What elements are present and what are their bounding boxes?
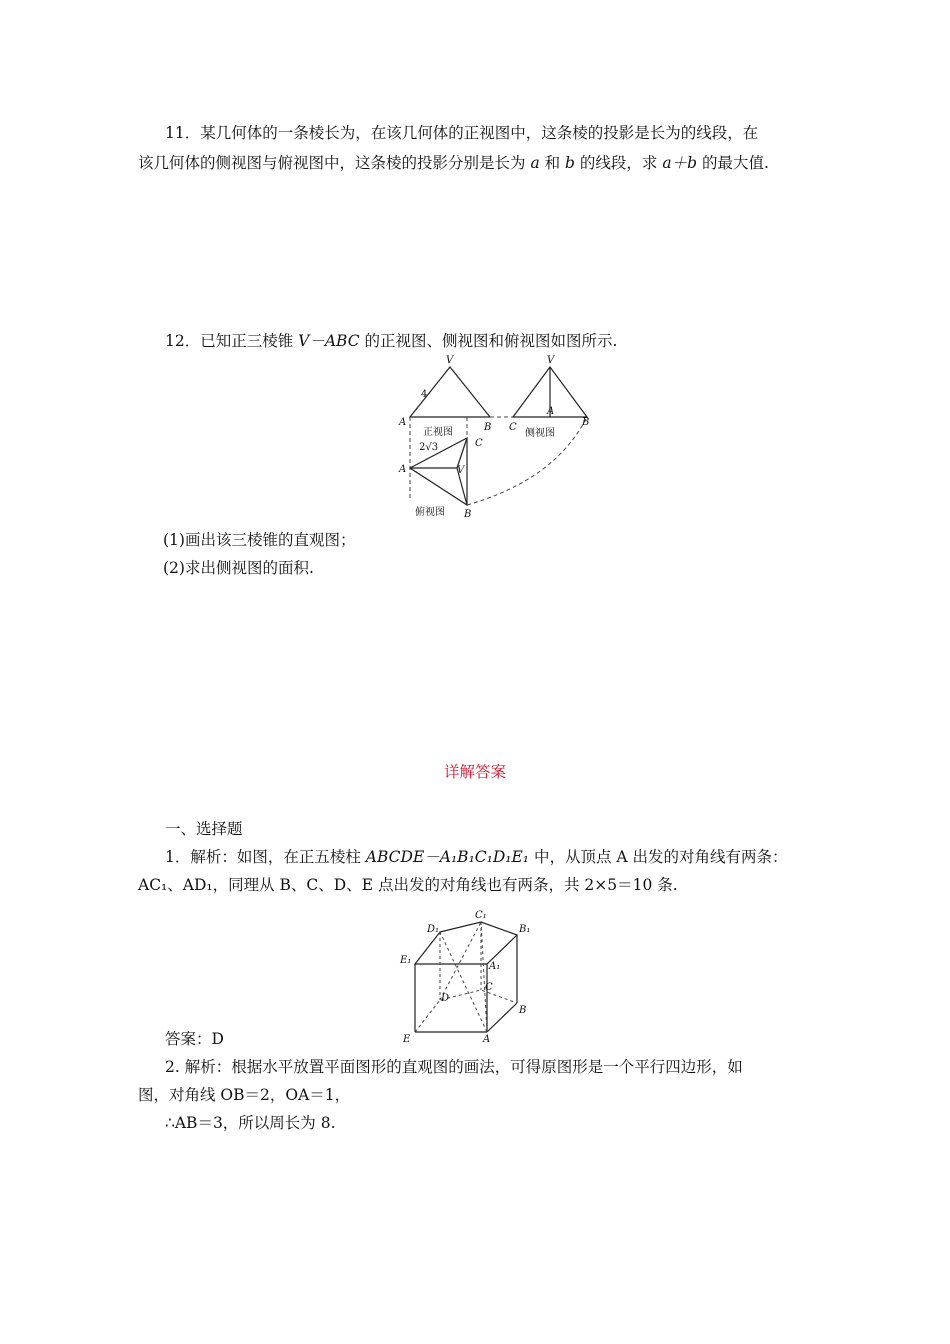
label-a-side: A [547, 406, 555, 417]
a2-line1: 2. 解析：根据水平放置平面图形的直观图的画法，可得原图形是一个平行四边形，如 [165, 1058, 743, 1076]
label-e: E [403, 1034, 411, 1045]
label-b1: B₁ [519, 924, 531, 935]
label-v-top: V [457, 465, 465, 476]
label-d1: D₁ [427, 924, 440, 935]
label-a1: A₁ [489, 961, 501, 972]
label-b-top: B [464, 509, 472, 520]
diagonal-d-c1 [440, 922, 481, 1000]
a2-line3: ∴AB＝3，所以周长为 8. [165, 1114, 336, 1132]
label-b-side: B [582, 417, 590, 428]
label-c1: C₁ [475, 910, 487, 921]
label-c: C [485, 982, 493, 993]
q11-line1: 11．某几何体的一条棱长为，在该几何体的正视图中，这条棱的投影是长为的线段，在 [165, 124, 759, 142]
q12-sub1: (1)画出该三棱锥的直观图； [163, 531, 356, 549]
label-side-view: 侧视图 [525, 428, 555, 439]
label-c-top: C [475, 438, 483, 449]
label-a: A [483, 1034, 491, 1045]
pentagonal-prism-figure [395, 905, 540, 1045]
diagonal-ac1 [481, 922, 487, 1032]
label-v-side: V [547, 355, 555, 366]
label-b: B [519, 1005, 527, 1016]
q12-sub2: (2)求出侧视图的面积. [163, 559, 314, 577]
a1-line1: 1．解析：如图，在正五棱柱 ABCDE－A₁B₁C₁D₁E₁ 中，从顶点 A 出发的对角线有两条： [165, 848, 788, 866]
label-v-front: V [446, 355, 454, 366]
q12-line1: 12．已知正三棱锥 V－ABC 的正视图、侧视图和俯视图如图所示. [165, 332, 618, 350]
label-b-front: B [484, 422, 492, 433]
label-front-view: 正视图 [423, 427, 453, 438]
label-d: D [441, 993, 450, 1004]
a2-line2: 图，对角线 OB＝2，OA＝1， [138, 1086, 351, 1104]
a1-answer: 答案：D [165, 1030, 224, 1048]
label-a-top: A [399, 464, 407, 475]
answers-block-2 [138, 1025, 818, 1137]
label-edge-4: 4 [421, 389, 428, 400]
question-11 [138, 118, 818, 178]
label-c-side: C [509, 422, 517, 433]
three-views-figure [395, 350, 605, 525]
answers-block-1 [138, 815, 818, 899]
label-e1: E₁ [400, 955, 412, 966]
label-a-front: A [399, 417, 407, 428]
a1-line2: AC₁、AD₁，同理从 B、C、D、E 点出发的对角线也有两条，共 2×5＝10 条. [138, 876, 678, 894]
label-top-view: 俯视图 [415, 507, 445, 518]
label-length: 2√3 [419, 442, 439, 453]
q11-line2: 该几何体的侧视图与俯视图中，这条棱的投影分别是长为 a 和 b 的线段，求 a＋b 的最大值. [138, 154, 769, 172]
diagonal-ad1 [440, 932, 487, 1032]
section-title: 一、选择题 [165, 820, 243, 838]
answers-heading: 详解答案 [443, 763, 506, 781]
